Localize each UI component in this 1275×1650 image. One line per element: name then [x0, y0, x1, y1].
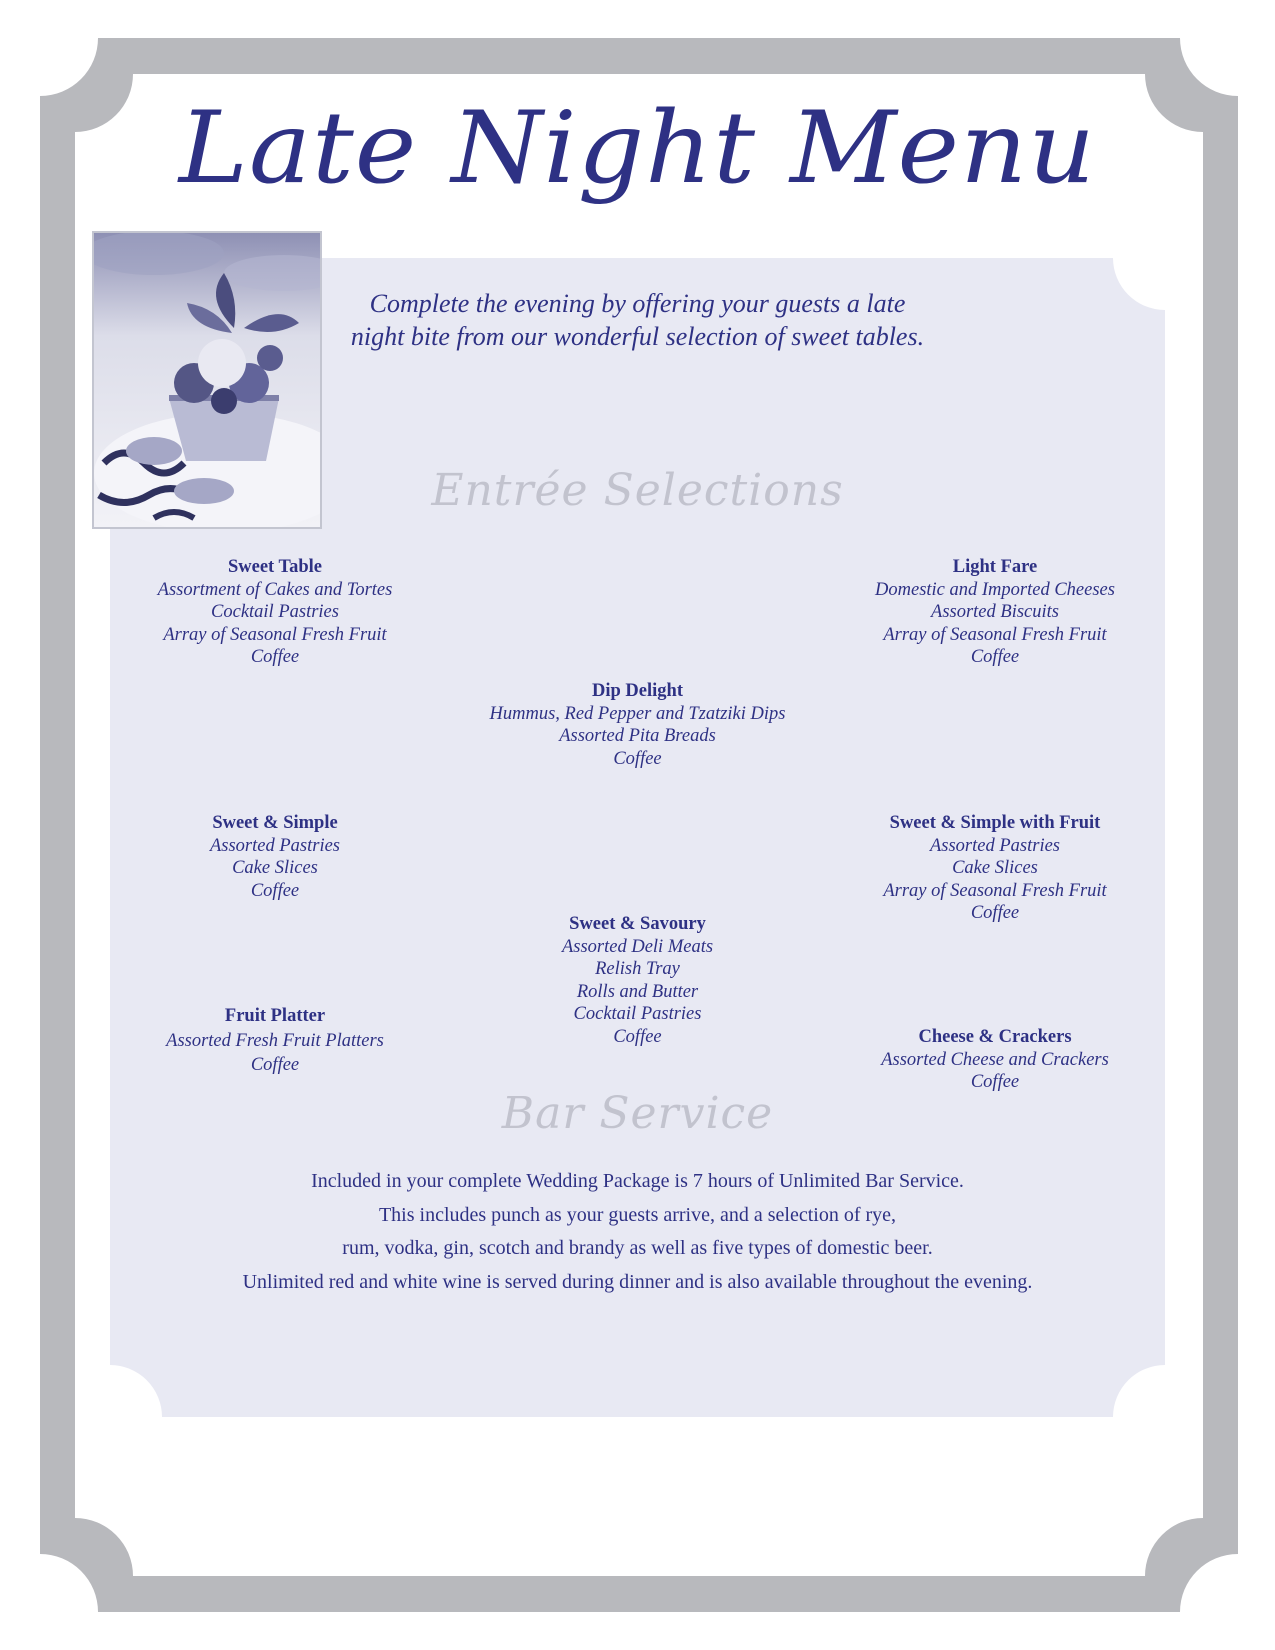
- menu-item-line: Cocktail Pastries: [211, 602, 339, 622]
- menu-item-light-fare: [850, 556, 1140, 669]
- menu-item-sweet-simple-fruit: [850, 812, 1140, 925]
- menu-item-name: Light Fare: [952, 557, 1038, 577]
- menu-item-line: Coffee: [613, 1026, 662, 1047]
- menu-item-sweet-table: [130, 556, 420, 669]
- bar-line: This includes punch as your guests arrive, and a selection of rye,: [378, 1203, 897, 1226]
- bar-heading: Bar Service: [501, 1088, 774, 1139]
- menu-item-line: Cocktail Pastries: [573, 1004, 702, 1024]
- menu-item-line: Array of Seasonal Fresh Fruit: [883, 624, 1107, 645]
- menu-item-line: Cake Slices: [232, 858, 318, 878]
- menu-item-line: Assorted Deli Meats: [561, 936, 714, 957]
- intro-line: night bite from our wonderful selection of sweet tables.: [350, 322, 925, 351]
- bar-service-text: [0, 1165, 1275, 1299]
- menu-item-line: Coffee: [250, 880, 300, 901]
- menu-item-name: Sweet & Simple: [212, 813, 338, 833]
- menu-item-line: Array of Seasonal Fresh Fruit: [163, 624, 387, 645]
- menu-item-line: Cake Slices: [952, 858, 1038, 878]
- bar-line: rum, vodka, gin, scotch and brandy as well as five types of domestic beer.: [342, 1237, 933, 1259]
- intro-text: [310, 287, 965, 353]
- menu-item-name: Cheese & Crackers: [918, 1027, 1072, 1047]
- menu-item-dip-delight: [460, 680, 815, 770]
- menu-item-line: Coffee: [250, 647, 300, 667]
- menu-item-line: Coffee: [970, 1072, 1020, 1092]
- intro-line: Complete the evening by offering your guests a late: [369, 289, 906, 318]
- menu-item-sweet-simple: [130, 812, 420, 902]
- page-title: Late Night Menu: [178, 90, 1097, 206]
- menu-item-cheese-crackers: [850, 1026, 1140, 1094]
- menu-item-line: Array of Seasonal Fresh Fruit: [883, 880, 1107, 901]
- menu-item-line: Assorted Pita Breads: [559, 726, 716, 746]
- menu-item-name: Sweet Table: [227, 557, 323, 577]
- menu-item-sweet-savoury: [460, 913, 815, 1048]
- menu-item-line: Relish Tray: [595, 959, 680, 979]
- menu-item-name: Sweet & Savoury: [569, 914, 706, 934]
- bar-line: Unlimited red and white wine is served during dinner and is also available throughout the evening.: [242, 1270, 1033, 1293]
- menu-item-name: Dip Delight: [592, 681, 683, 701]
- menu-item-name: Sweet & Simple with Fruit: [889, 813, 1101, 833]
- menu-item-line: Coffee: [250, 1055, 300, 1075]
- menu-item-line: Rolls and Butter: [576, 981, 699, 1002]
- menu-item-fruit-platter: [130, 1004, 420, 1078]
- menu-item-line: Hummus, Red Pepper and Tzatziki Dips: [489, 703, 786, 724]
- menu-item-line: Coffee: [970, 647, 1020, 667]
- menu-item-line: Assorted Cheese and Crackers: [881, 1049, 1109, 1070]
- menu-item-line: Assorted Fresh Fruit Platters: [166, 1030, 384, 1051]
- menu-item-line: Assortment of Cakes and Tortes: [157, 579, 393, 600]
- menu-item-line: Coffee: [970, 903, 1020, 923]
- menu-item-line: Coffee: [613, 748, 662, 769]
- menu-item-line: Assorted Pastries: [929, 835, 1060, 856]
- menu-item-name: Fruit Platter: [224, 1006, 326, 1026]
- menu-item-line: Assorted Pastries: [209, 835, 340, 856]
- menu-item-line: Domestic and Imported Cheeses: [875, 579, 1115, 600]
- menu-item-line: Assorted Biscuits: [931, 602, 1059, 622]
- bar-line: Included in your complete Wedding Package is 7 hours of Unlimited Bar Service.: [311, 1170, 964, 1192]
- entree-heading: Entrée Selections: [431, 465, 844, 516]
